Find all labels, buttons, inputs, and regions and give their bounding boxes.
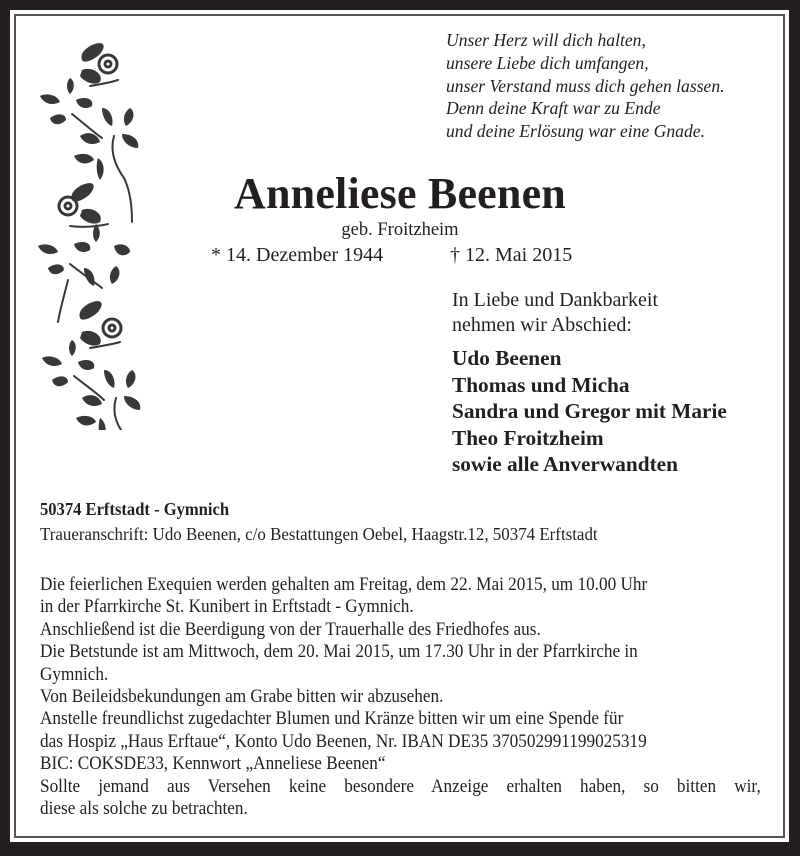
notice-line: diese als solche zu betrachten. (40, 799, 248, 820)
rose-1-icon (40, 43, 138, 222)
rose-2-icon (38, 183, 130, 322)
notice-line: Gymnich. (40, 664, 109, 685)
maiden-name: geb. Froitzheim (341, 220, 459, 240)
poem-line: Denn deine Kraft war zu Ende (446, 98, 661, 119)
farewell-text (452, 288, 658, 338)
notice-line: Die feierlichen Exequien werden gehalten am Freitag, dem 22. Mai 2015, um 10.00 Uhr (40, 575, 648, 595)
notice-line: das Hospiz „Haus Erftaue“, Konto Udo Beenen, Nr. IBAN DE35 370502991199025319 (40, 731, 647, 752)
birth-date: * 14. Dezember 1944 (211, 244, 384, 266)
mourner-name: Sandra und Gregor mit Marie (452, 399, 727, 424)
deceased-name: Anneliese Beenen (234, 169, 566, 218)
notices-text (40, 574, 761, 820)
mourner-name: Udo Beenen (452, 346, 562, 370)
poem-line: und deine Erlösung war eine Gnade. (446, 121, 705, 142)
death-date: † 12. Mai 2015 (450, 244, 573, 266)
notice-line: Anschließend ist die Beerdigung von der Trauerhalle des Friedhofes aus. (40, 619, 541, 640)
mourners-list (452, 345, 727, 478)
rose-vine-icon (22, 30, 152, 430)
poem-line: Unser Herz will dich halten, (446, 30, 646, 50)
mourner-name: Thomas und Micha (452, 372, 630, 397)
rose-3-icon (42, 301, 140, 430)
notice-line: in der Pfarrkirche St. Kunibert in Erftstadt - Gymnich. (40, 597, 414, 618)
notice-line: Anstelle freundlichst zugedachter Blumen und Kränze bitten wir um eine Spende für (40, 709, 624, 730)
farewell-line: nehmen wir Abschied: (452, 314, 632, 336)
farewell-line: In Liebe und Dankbarkeit (452, 289, 659, 311)
notice-line: Von Beileidsbekundungen am Grabe bitten wir abzusehen. (40, 687, 444, 708)
notice-line: Die Betstunde ist am Mittwoch, dem 20. Mai 2015, um 17.30 Uhr in der Pfarrkirche in (40, 642, 638, 663)
mourning-address: Traueranschrift: Udo Beenen, c/o Bestattungen Oebel, Haagstr.12, 50374 Erftstadt (40, 524, 598, 544)
poem (446, 29, 725, 143)
poem-line: unser Verstand muss dich gehen lassen. (446, 75, 725, 96)
notice-line: Sollte jemand aus Versehen keine besondere Anzeige erhalten haben, so bitten wir, (40, 776, 761, 797)
mourner-name: sowie alle Anverwandten (452, 452, 678, 477)
location-heading: 50374 Erftstadt - Gymnich (40, 499, 230, 519)
notice-line: BIC: COKSDE33, Kennwort „Anneliese Beenen“ (40, 754, 386, 775)
mourner-name: Theo Froitzheim (452, 425, 604, 450)
poem-line: unsere Liebe dich umfangen, (446, 52, 649, 73)
